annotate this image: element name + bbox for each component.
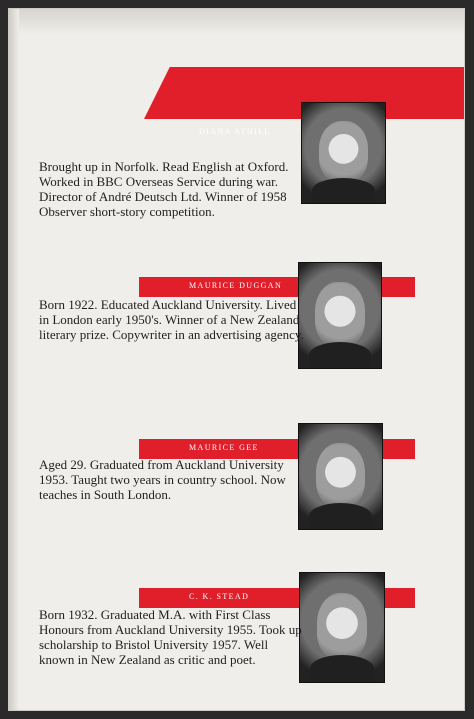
author-bio: Brought up in Norfolk. Read English at Oxford. Worked in BBC Overseas Service during war. Director of André Deutsch Ltd. Winner of 1958 Observer short-story competition. (39, 159, 289, 219)
author-bio: Born 1932. Graduated M.A. with First Class Honours from Auckland University 1955. Took up scholarship to Bristol University 1957. Well known in New Zealand as critic and poet. (39, 607, 302, 667)
author-photo (298, 262, 382, 369)
author-name-label: MAURICE DUGGAN (189, 281, 283, 290)
author-photo (299, 572, 385, 683)
author-bio: Aged 29. Graduated from Auckland University 1953. Taught two years in country school. Now teaches in South London. (39, 457, 286, 502)
author-photo (301, 102, 386, 204)
author-name-label: MAURICE GEE (189, 443, 259, 452)
author-name-label: DIANA ATHILL (199, 127, 271, 136)
page-top-edge (9, 9, 464, 35)
book-jacket-page (8, 8, 465, 711)
author-name-label: C. K. STEAD (189, 592, 250, 601)
author-photo (298, 423, 383, 530)
author-bio: Born 1922. Educated Auckland University. Lived in London early 1950's. Winner of a New Zealand literary prize. Copywriter in an advertising agency. (39, 297, 304, 342)
page-left-edge (9, 9, 19, 710)
